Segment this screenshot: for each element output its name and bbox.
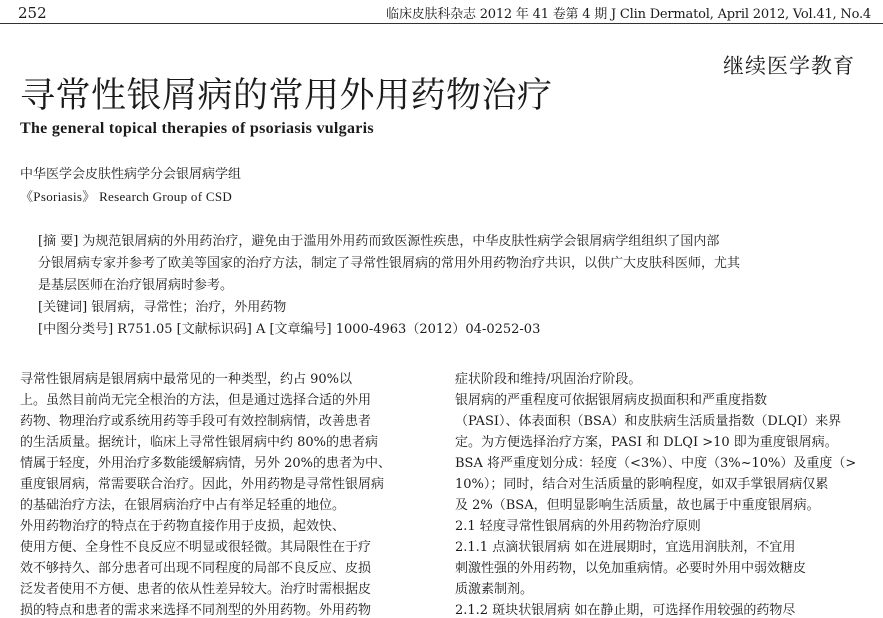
keywords-line: [关键词] 银屑病，寻常性；治疗，外用药物 (38, 300, 287, 315)
body-line: 重度银屑病，常需要联合治疗。因此，外用药物是寻常性银屑病 (20, 477, 385, 492)
article-title-en: The general topical therapies of psoriasis vulgaris (20, 120, 374, 137)
abstract-line: 分银屑病专家并参考了欧美等国家的治疗方法，制定了寻常性银屑病的常用外用药物治疗共识，以供广大皮肤科医师，尤其 (38, 256, 741, 271)
body-line: 的生活质量。据统计，临床上寻常性银屑病中约 80%的患者病 (20, 435, 379, 450)
body-line: 外用药物治疗的特点在于药物直接作用于皮损，起效快、 (20, 519, 346, 534)
column-label: 继续医学教育 (723, 54, 855, 78)
body-line: 质激素制剂。 (455, 582, 534, 597)
body-line: 定。为方便选择治疗方案，PASI 和 DLQI >10 即为重度银屑病。 (455, 435, 838, 450)
body-line: 使用方便、全身性不良反应不明显或很轻微。其局限性在于疗 (20, 540, 372, 555)
author-en: 《Psoriasis》 Research Group of CSD (20, 189, 233, 204)
body-line: 药物、物理治疗或系统用药等手段可有效控制病情，改善患者 (20, 414, 372, 429)
abstract-line: 是基层医师在治疗银屑病时参考。 (38, 278, 234, 293)
body-line: 及 2%（BSA，但明显影响生活质量，故也属于中重度银屑病。 (455, 498, 820, 513)
body-line: 10%）；同时，结合对生活质量的影响程度，如双手掌银屑病仅累 (455, 477, 829, 492)
body-line: 银屑病的严重程度可依据银屑病皮损面积和严重度指数 (455, 393, 768, 408)
body-line: （PASI）、体表面积（BSA）和皮肤病生活质量指数（DLQI）来界 (455, 414, 842, 429)
page-number: 252 (18, 4, 47, 22)
body-line: 泛发者使用不方便、患者的依从性差异较大。治疗时需根据皮 (20, 582, 372, 597)
body-line: 2.1.2 斑块状银屑病 如在静止期，可选择作用较强的药物尽 (455, 603, 796, 618)
classification-line: [中图分类号] R751.05 [文献标识码] A [文章编号] 1000-4963（2012）04-0252-03 (38, 322, 541, 337)
header-rule (0, 23, 883, 24)
body-line: 症状阶段和维持/巩固治疗阶段。 (455, 372, 642, 387)
article-title-zh: 寻常性银屑病的常用外用药物治疗 (20, 76, 553, 116)
running-head: 临床皮肤科杂志 2012 年 41 卷第 4 期 J Clin Dermatol, April 2012, Vol.41, No.4 (386, 7, 871, 22)
body-line: 的基础治疗方法，在银屑病治疗中占有举足轻重的地位。 (20, 498, 346, 513)
abstract-line: [摘 要] 为规范银屑病的外用药治疗，避免由于滥用外用药而致医源性疾患，中华皮肤性病学会银屑病学组组织了国内部 (38, 234, 720, 249)
body-line: 寻常性银屑病是银屑病中最常见的一种类型，约占 90%以 (20, 372, 353, 387)
body-line: 损的特点和患者的需求来选择不同剂型的外用药物。外用药物 (20, 603, 372, 618)
body-line: 2.1.1 点滴状银屑病 如在进展期时，宜选用润肤剂，不宜用 (455, 540, 796, 555)
section-heading-2-1: 2.1 轻度寻常性银屑病的外用药物治疗原则 (455, 519, 701, 534)
author-zh: 中华医学会皮肤性病学分会银屑病学组 (20, 167, 242, 182)
body-line: 情属于轻度，外用治疗多数能缓解病情，另外 20%的患者为中、 (20, 456, 392, 471)
body-line: 效不够持久、部分患者可出现不同程度的局部不良反应、皮损 (20, 561, 372, 576)
body-line: BSA 将严重度划分成：轻度（<3%）、中度（3%~10%）及重度（> (455, 456, 857, 471)
body-line: 上。虽然目前尚无完全根治的方法，但是通过选择合适的外用 (20, 393, 372, 408)
body-line: 刺激性强的外用药物，以免加重病情。必要时外用中弱效糖皮 (455, 561, 807, 576)
